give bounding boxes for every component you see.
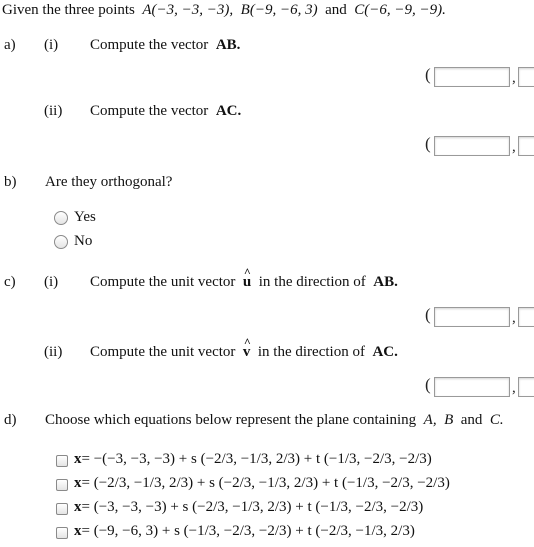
- part-a-ii-open-paren: (: [425, 134, 431, 153]
- no-radio[interactable]: [54, 235, 68, 249]
- yes-radio[interactable]: [54, 211, 68, 225]
- part-d-label: d): [4, 412, 17, 428]
- part-a-i-vector: AB.: [215, 37, 241, 53]
- equation-2: [74, 475, 450, 492]
- ac-x-input[interactable]: [434, 136, 510, 156]
- part-a-i-open-paren: (: [425, 65, 431, 84]
- equation-1-checkbox[interactable]: [56, 455, 68, 467]
- part-c-ii-text-mid: in the direction of: [257, 344, 365, 360]
- u-y-input[interactable]: [518, 307, 534, 327]
- part-c-i-text-mid: in the direction of: [258, 274, 366, 290]
- unit-vector-u: ^ u: [243, 274, 251, 291]
- part-a-i-label: (i): [44, 37, 59, 53]
- equation-4: [74, 523, 415, 540]
- part-a-i-prompt: [90, 37, 240, 54]
- part-d-and: and: [460, 412, 483, 428]
- part-d-question: [45, 412, 504, 429]
- part-a-ii-prompt: [90, 103, 241, 120]
- equation-1: [74, 451, 432, 468]
- equation-3: [74, 499, 423, 516]
- part-a-i-text: Compute the vector: [90, 37, 209, 53]
- unit-vector-v: ^ v: [243, 344, 251, 361]
- v-x-input[interactable]: [434, 377, 510, 397]
- part-c-i-text: Compute the unit vector: [90, 274, 236, 290]
- part-c-ii-text: Compute the unit vector: [90, 344, 236, 360]
- part-b-label: b): [4, 174, 17, 190]
- part-a-label: a): [4, 37, 16, 53]
- part-a-ii-comma: ,: [512, 139, 516, 155]
- part-c-i-prompt: [90, 274, 398, 291]
- part-b-question: Are they orthogonal?: [45, 174, 173, 190]
- part-c-ii-comma: ,: [512, 380, 516, 396]
- part-c-i-vector: AB.: [373, 274, 398, 290]
- part-d-question-text: Choose which equations below represent the plane containing: [45, 412, 417, 428]
- equation-4-checkbox[interactable]: [56, 527, 68, 539]
- point-a: A(−3, −3, −3),: [142, 2, 234, 18]
- u-x-input[interactable]: [434, 307, 510, 327]
- equation-1-var: x: [74, 451, 82, 467]
- part-c-ii-open-paren: (: [425, 375, 431, 394]
- point-c: C(−6, −9, −9).: [354, 2, 446, 18]
- problem-intro: [2, 2, 446, 19]
- intro-and: and: [325, 2, 347, 18]
- yes-label: Yes: [74, 209, 96, 225]
- ac-y-input[interactable]: [518, 136, 534, 156]
- equation-2-var: x: [74, 475, 82, 491]
- part-a-ii-vector: AC.: [215, 103, 242, 119]
- no-label: No: [74, 233, 93, 249]
- part-c-i-comma: ,: [512, 310, 516, 326]
- ab-y-input[interactable]: [518, 67, 534, 87]
- part-d-point-a: A,: [423, 412, 437, 428]
- equation-3-checkbox[interactable]: [56, 503, 68, 515]
- intro-prefix: Given the three points: [2, 2, 135, 18]
- equation-3-text: = (−3, −3, −3) + s (−2/3, −1/3, 2/3) + t (−1/3, −2/3, −2/3): [81, 499, 424, 515]
- ab-x-input[interactable]: [434, 67, 510, 87]
- part-c-label: c): [4, 274, 16, 290]
- part-c-ii-vector: AC.: [372, 344, 398, 360]
- equation-2-checkbox[interactable]: [56, 479, 68, 491]
- part-a-i-comma: ,: [512, 70, 516, 86]
- v-y-input[interactable]: [518, 377, 534, 397]
- part-c-i-open-paren: (: [425, 305, 431, 324]
- equation-1-text: = −(−3, −3, −3) + s (−2/3, −1/3, 2/3) + t (−1/3, −2/3, −2/3): [81, 451, 432, 467]
- equation-2-text: = (−2/3, −1/3, 2/3) + s (−2/3, −1/3, 2/3) + t (−1/3, −2/3, −2/3): [81, 475, 450, 491]
- point-b: B(−9, −6, 3): [240, 2, 318, 18]
- part-a-ii-text: Compute the vector: [90, 103, 209, 119]
- equation-4-var: x: [74, 523, 82, 539]
- part-a-ii-label: (ii): [44, 103, 63, 119]
- part-c-i-label: (i): [44, 274, 59, 290]
- part-d-point-c: C.: [489, 412, 504, 428]
- equation-4-text: = (−9, −6, 3) + s (−1/3, −2/3, −2/3) + t (−2/3, −1/3, 2/3): [81, 523, 415, 539]
- part-c-ii-label: (ii): [44, 344, 63, 360]
- part-c-ii-prompt: [90, 344, 398, 361]
- equation-3-var: x: [74, 499, 82, 515]
- part-d-point-b: B: [444, 412, 454, 428]
